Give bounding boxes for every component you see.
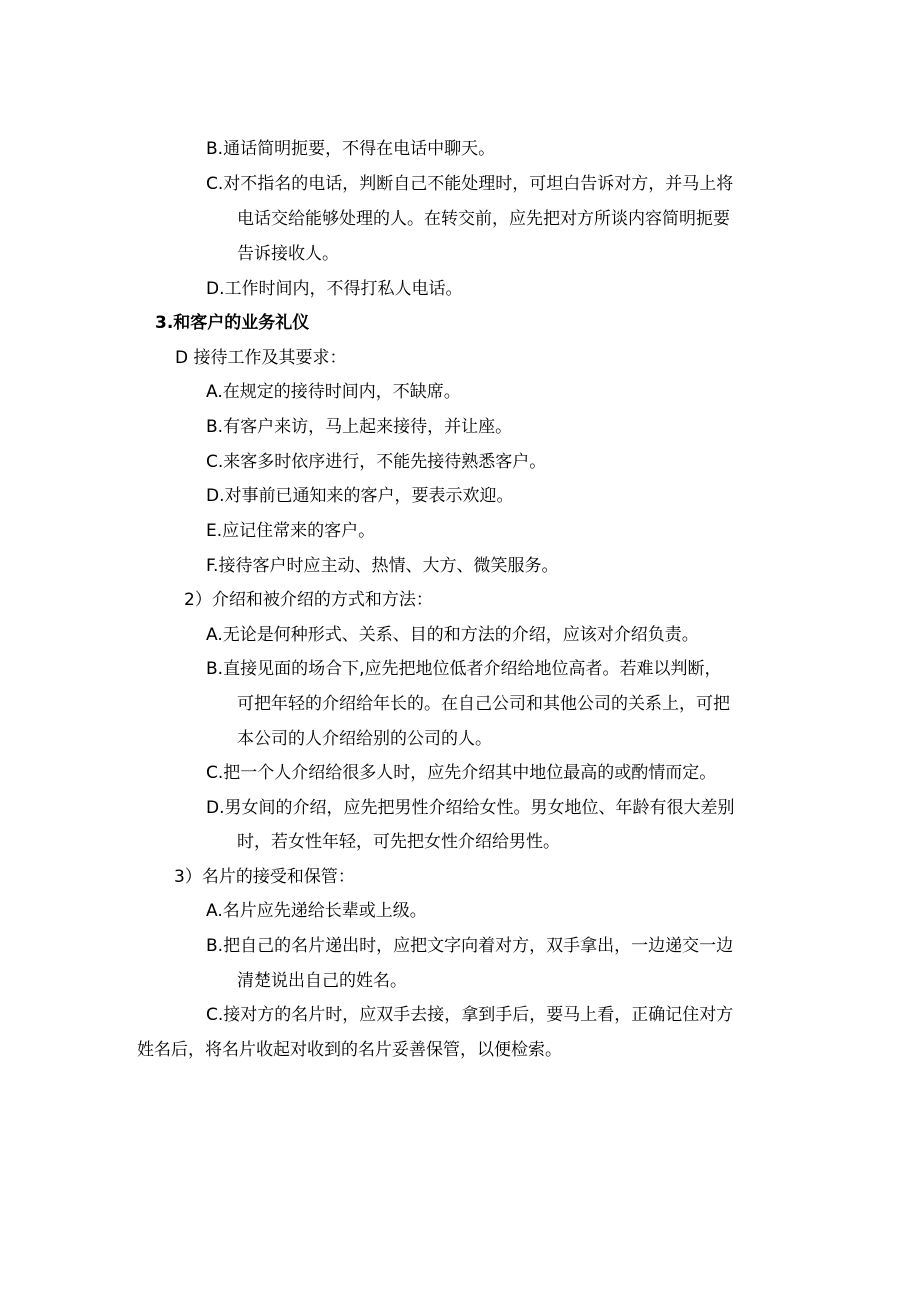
text-line: B.直接见面的场合下,应先把地位低者介绍给地位高者。若难以判断， [206,659,722,679]
text-line: A.无论是何种形式、关系、目的和方法的介绍，应该对介绍负责。 [206,625,699,645]
text-line: E.应记住常来的客户。 [206,521,376,541]
section-heading: 3.和客户的业务礼仪 [155,313,310,333]
text-line: B.把自己的名片递出时，应把文字向着对方，双手拿出，一边递交一边 [206,936,734,956]
text-line: B.有客户来访，马上起来接待，并让座。 [206,417,513,437]
text-line: 电话交给能够处理的人。在转交前，应先把对方所谈内容简明扼要 [237,209,730,229]
text-line: B.通话简明扼要，不得在电话中聊天。 [206,139,496,159]
text-line: F.接待客户时应主动、热情、大方、微笑服务。 [206,556,559,576]
text-line: 告诉接收人。 [237,244,339,264]
text-line: A.在规定的接待时间内，不缺席。 [206,382,461,402]
text-line: C.接对方的名片时，应双手去接，拿到手后，要马上看，正确记住对方 [206,1005,734,1025]
subsection-heading: D 接待工作及其要求： [175,348,347,368]
subsection-heading: 2）介绍和被介绍的方式和方法： [184,590,433,610]
text-line: D.男女间的介绍，应先把男性介绍给女性。男女地位、年龄有很大差别 [206,798,735,818]
text-line: 本公司的人介绍给别的公司的人。 [237,729,492,749]
subsection-heading: 3）名片的接受和保管： [174,867,355,887]
text-line: C.来客多时依序进行，不能先接待熟悉客户。 [206,452,547,472]
text-line: 清楚说出自己的姓名。 [237,971,407,991]
text-line: A.名片应先递给长辈或上级。 [206,901,427,921]
text-line: 姓名后，将名片收起对收到的名片妥善保管，以便检索。 [137,1040,562,1060]
text-line: D.工作时间内，不得打私人电话。 [206,279,463,299]
text-line: 时，若女性年轻，可先把女性介绍给男性。 [237,832,560,852]
text-line: D.对事前已通知来的客户，要表示欢迎。 [206,486,514,506]
text-line: C.对不指名的电话，判断自己不能处理时，可坦白告诉对方，并马上将 [206,174,734,194]
text-line: 可把年轻的介绍给年长的。在自己公司和其他公司的关系上，可把 [237,694,730,714]
text-line: C.把一个人介绍给很多人时，应先介绍其中地位最高的或酌情而定。 [206,763,717,783]
